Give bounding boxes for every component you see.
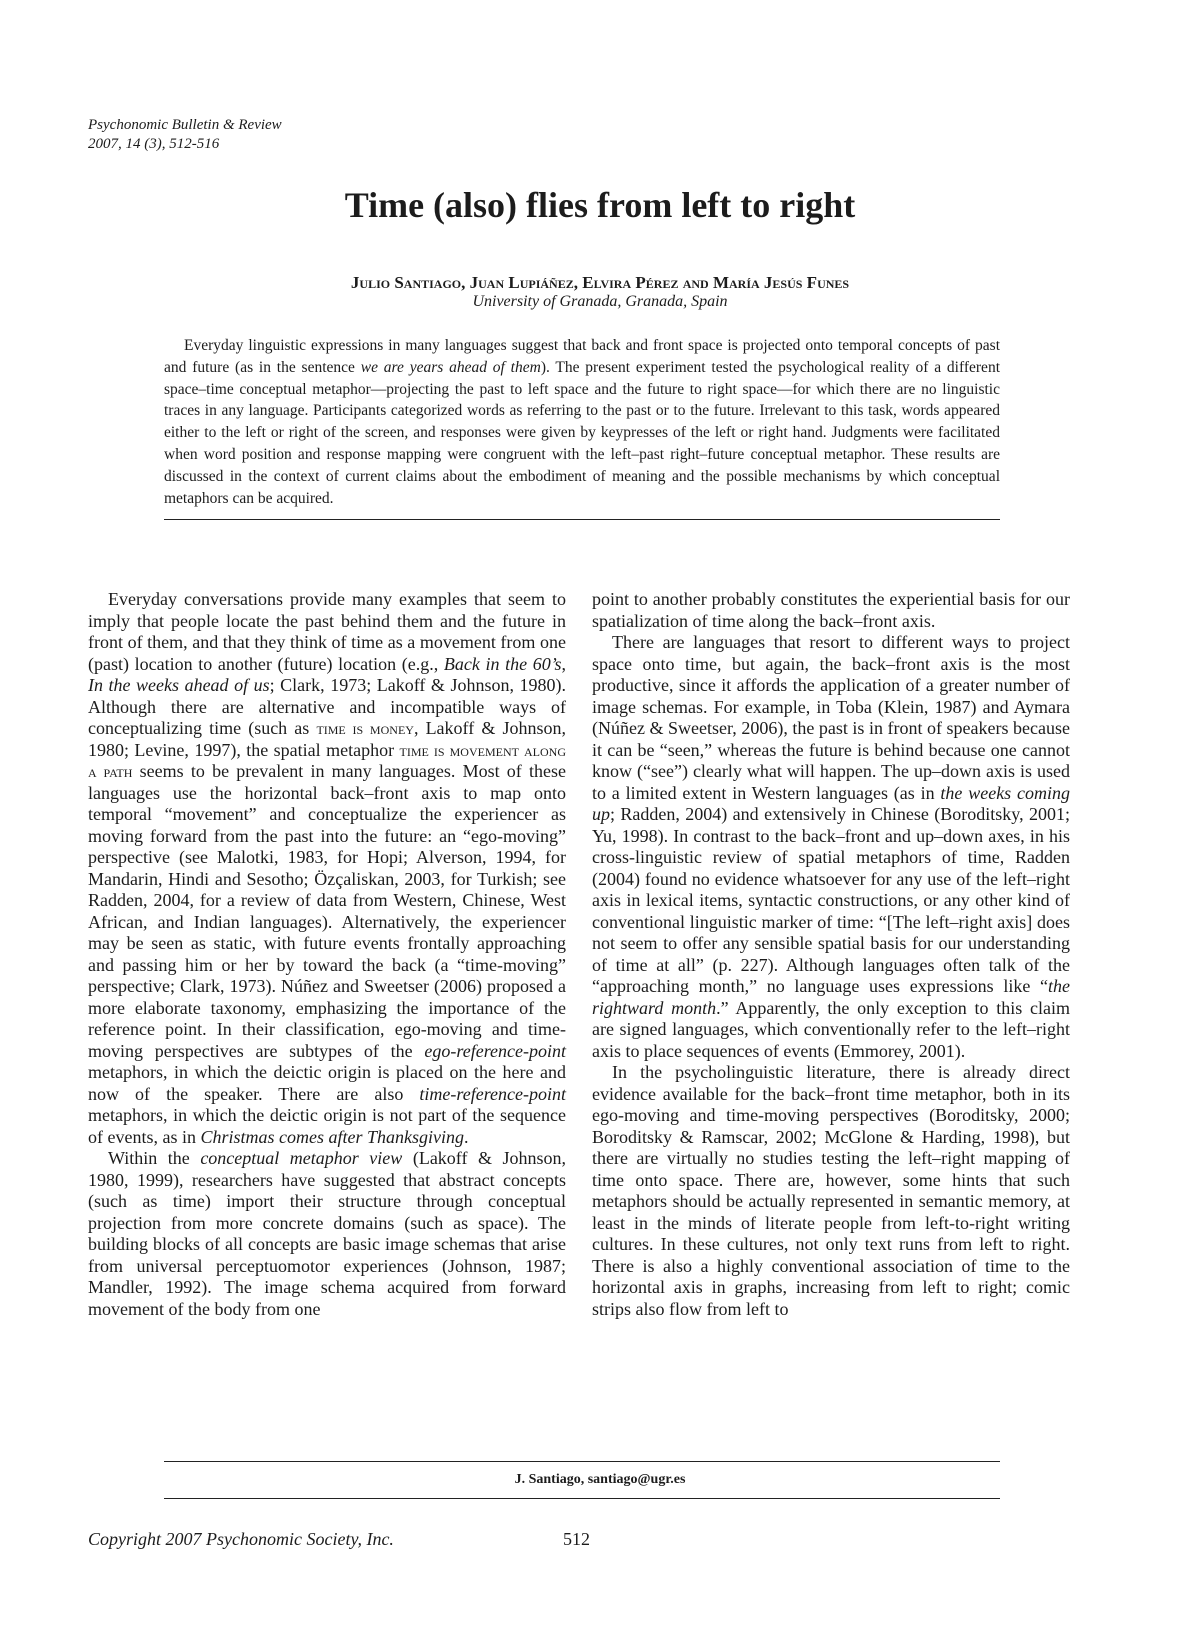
- paragraph: There are languages that resort to different ways to project space onto time, but again, the back–front axis is the most productive, since it affords the application of a greater number of image schemas. For example, in Toba (Klein, 1987) and Aymara (Núñez & Sweetser, 2006), the past is in front of speakers because it can be “seen,” whereas the future is behind because one cannot know (“see”) clearly what will happen. The up–down axis is used to a limited extent in Western languages (as in the weeks coming up; Radden, 2004) and extensively in Chinese (Boroditsky, 2001; Yu, 1998). In contrast to the back–front and up–down axes, in his cross-linguistic review of spatial metaphors of time, Radden (2004) found no evidence whatsoever for any use of the left–right axis in lexical items, syntactic constructions, or any other kind of conventional linguistic marker of time: “[The left–right axis] does not seem to offer any sensible spatial basis for our understanding of time at all” (p. 227). Although languages often talk of the “approaching month,” no language uses expressions like “the rightward month.” Apparently, the only exception to this claim are signed languages, which conventionally refer to the left–right axis to place sequences of events (Emmorey, 2001).: [592, 632, 1070, 1061]
- page-number: 512: [563, 1529, 590, 1549]
- journal-header: [88, 116, 282, 154]
- body-column-left: [88, 589, 566, 1320]
- journal-name: Psychonomic Bulletin & Review: [88, 117, 282, 133]
- journal-citation: 2007, 14 (3), 512-516: [88, 136, 220, 152]
- paragraph: In the psycholinguistic literature, there is already direct evidence available for the back–front time metaphor, both in its ego-moving and time-moving perspectives (Boroditsky, 2000; Boroditsky & Ramscar, 2002; McGlone & Harding, 1998), but there are virtually no studies testing the left–right mapping of time onto space. There are, however, some hints that such metaphors should be actually represented in semantic memory, at least in the minds of literate people from left-to-right writing cultures. In these cultures, not only text runs from left to right. There is also a highly conventional association of time to the horizontal axis in graphs, increasing from left to right; comic strips also flow from left to: [592, 1062, 1070, 1319]
- affiliation: University of Granada, Granada, Spain: [472, 293, 728, 310]
- paragraph: point to another probably constitutes the experiential basis for our spatialization of time along the back–front axis.: [592, 589, 1070, 631]
- paragraph: Everyday conversations provide many examples that seem to imply that people locate the past behind them and the future in front of them, and that they think of time as a movement from one (past) location to another (future) location (e.g., Back in the 60’s, In the weeks ahead of us; Clark, 1973; Lakoff & Johnson, 1980). Although there are alternative and incompatible ways of conceptualizing time (such as time is money, Lakoff & Johnson, 1980; Levine, 1997), the spatial metaphor time is movement along a path seems to be prevalent in many languages. Most of these languages use the horizontal back–front axis to map onto temporal “movement” and conceptualize the experiencer as moving forward from the past into the future: an “ego-moving” perspective (see Malotki, 1983, for Hopi; Alverson, 1994, for Mandarin, Hindi and Sesotho; Özçaliskan, 2003, for Turkish; see Radden, 2004, for a review of data from Western, Chinese, West African, and Indian languages). Alternatively, the experiencer may be seen as static, with future events frontally approaching and passing him or her by toward the back (a “time-moving” perspective; Clark, 1973). Núñez and Sweetser (2006) proposed a more elaborate taxonomy, emphasizing the importance of the reference point. In their classification, ego-moving and time-moving perspectives are subtypes of the ego-reference-point metaphors, in which the deictic origin is placed on the here and now of the speaker. There are also time-reference-point metaphors, in which the deictic origin is not part of the sequence of events, as in Christmas comes after Thanksgiving.: [88, 589, 567, 1147]
- correspondence-contact: J. Santiago, santiago@ugr.es: [514, 1472, 686, 1487]
- abstract-divider: [164, 519, 1000, 520]
- abstract-paragraph: Everyday linguistic expressions in many languages suggest that back and front space is projected onto temporal concepts of past and future (as in the sentence we are years ahead of them). The present experiment tested the psychological reality of a different space–time conceptual metaphor—projecting the past to left space and the future to right space—for which there are no linguistic traces in any language. Participants categorized words as referring to the past or to the future. Irrelevant to this task, words appeared either to the left or right of the screen, and responses were given by keypresses of the left or right hand. Judgments were facilitated when word position and response mapping were congruent with the left–past right–future conceptual metaphor. These results are discussed in the context of current claims about the embodiment of meaning and the possible mechanisms by which conceptual metaphors can be acquired.: [164, 337, 1000, 507]
- copyright-notice: Copyright 2007 Psychonomic Society, Inc.: [88, 1529, 394, 1549]
- author-list: Julio Santiago, Juan Lupiáñez, Elvira Pérez and María Jesús Funes: [350, 273, 850, 292]
- footer-rule-bottom: [164, 1498, 1000, 1499]
- abstract-example: we are years ahead of them: [360, 358, 541, 376]
- paragraph: Within the conceptual metaphor view (Lakoff & Johnson, 1980, 1999), researchers have suggested that abstract concepts (such as time) import their structure through conceptual projection from more concrete domains (such as space). The building blocks of all concepts are basic image schemas that arise from universal perceptuomotor experiences (Johnson, 1987; Mandler, 1992). The image schema acquired from forward movement of the body from one: [88, 1148, 567, 1319]
- body-column-right: [592, 589, 1070, 1320]
- footer-rule-top: [164, 1461, 1000, 1462]
- abstract: [164, 335, 1000, 509]
- paper-title: Time (also) flies from left to right: [344, 185, 856, 225]
